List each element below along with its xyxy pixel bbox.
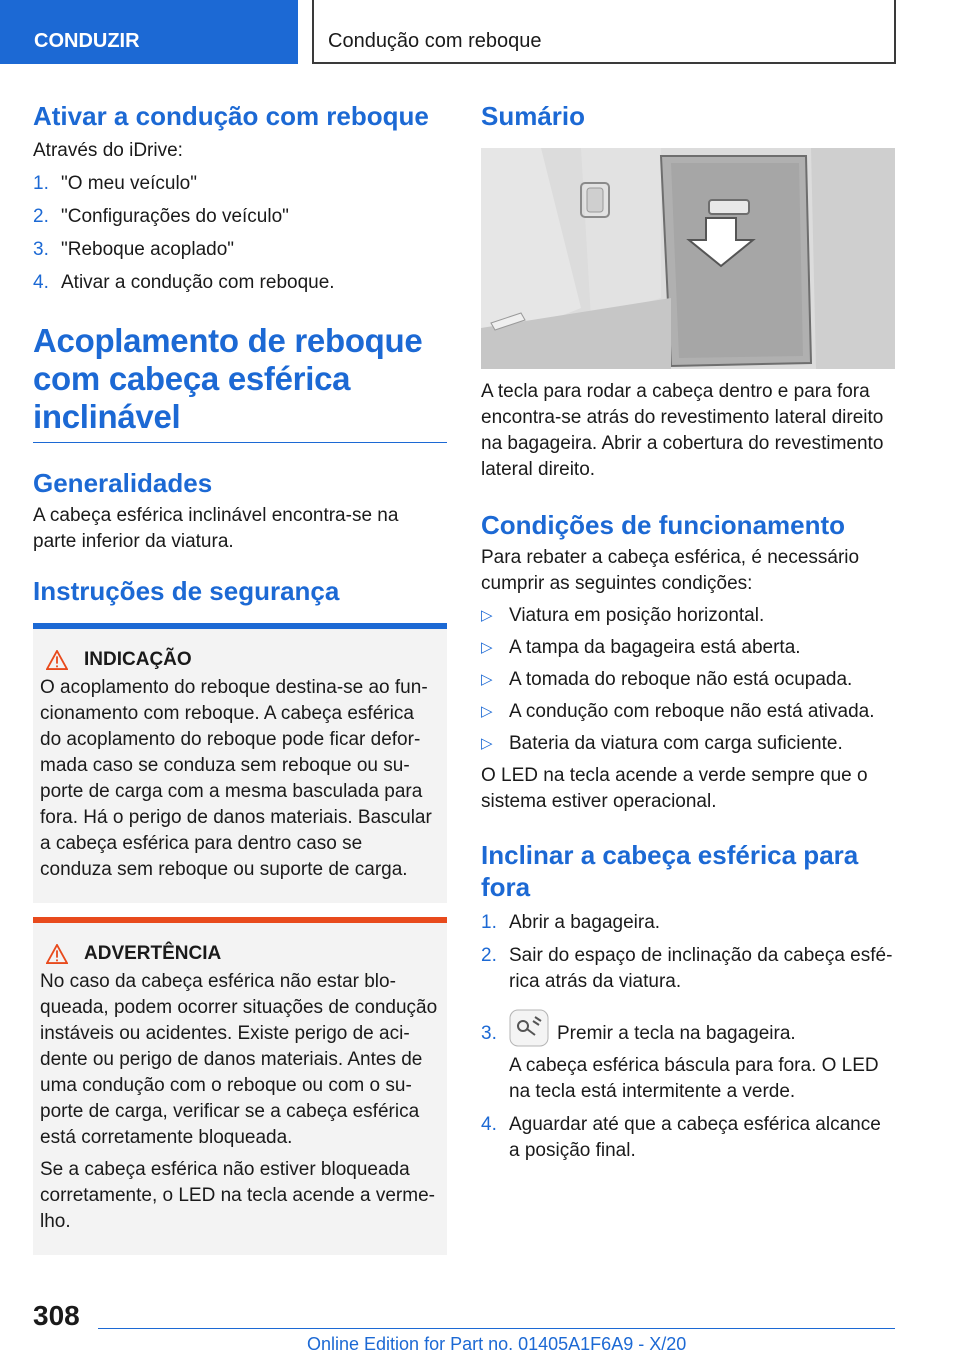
activate-heading: Ativar a condução com reboque — [33, 101, 429, 131]
edition-text: Online Edition for Part no. 01405A1F6A9 - X/20 — [307, 1334, 687, 1354]
list-text: Bateria da viatura com carga suficiente. — [509, 733, 843, 754]
list-text: Aguardar até que a cabeça esférica alcance a posição final. — [509, 1114, 881, 1161]
list-subtext: A cabeça esférica báscula para fora. O LED na tecla está intermitente a verde. — [509, 1055, 879, 1102]
list-number: 1. — [33, 173, 49, 194]
notice-bar — [33, 623, 447, 629]
list-number: 3. — [481, 1023, 497, 1044]
list-text: "Reboque acoplado" — [61, 239, 235, 260]
triangle-bullet-icon: ▷ — [481, 639, 493, 656]
warning-label: ADVERTÊNCIA — [84, 943, 222, 964]
list-item — [481, 731, 895, 757]
list-text: A tampa da bagageira está aberta. — [509, 637, 801, 658]
list-number: 3. — [33, 239, 49, 260]
right-column — [481, 100, 895, 1164]
list-item — [481, 943, 895, 995]
list-text: "Configurações do veículo" — [61, 206, 289, 227]
conditions-note: O LED na tecla acende a verde sempre que o sistema estiver operacional. — [481, 765, 868, 812]
list-text: Premir a tecla na bagageira. — [557, 1023, 796, 1044]
chapter-title: Condução com reboque — [312, 0, 896, 64]
warning-title — [40, 943, 439, 965]
list-item — [33, 171, 447, 197]
trunk-illustration — [481, 148, 895, 369]
warning-text: No caso da cabeça esférica não estar bloqueada, podem ocorrer situações de condução instáveis ou acidentes. Existe perigo de acidente ou perigo de danos materiais. Antes de uma condução com o reboque ou com o suporte de carga, verificar se a cabeça esférica está corretamente bloqueada. — [40, 971, 438, 1148]
general-text: A cabeça esférica inclinável encontra-se na parte inferior da viatura. — [33, 505, 399, 552]
conditions-intro: Para rebater a cabeça esférica, é necessário cumprir as seguintes condições: — [481, 547, 860, 594]
activate-steps-list — [33, 171, 447, 296]
notice-text: O acoplamento do reboque destina-se ao funcionamento com reboque. A cabeça esférica do acoplamento do reboque pode ficar deformada caso se conduza sem reboque ou suporte de carga com a mesma basculada para fora. Há o perigo de danos materiais. Bascular a cabeça esférica para dentro caso se conduza sem reboque ou suporte de carga. — [40, 677, 432, 880]
list-item — [481, 1112, 895, 1164]
main-heading: Acoplamento de reboque com cabeça esférica inclinável — [33, 322, 447, 443]
list-text: A tomada do reboque não está ocupada. — [509, 669, 853, 690]
list-text: Ativar a condução com reboque. — [61, 272, 335, 293]
conditions-list — [481, 603, 895, 757]
list-line — [509, 1009, 895, 1047]
notice-box — [33, 623, 447, 903]
list-number: 4. — [33, 272, 49, 293]
list-item — [481, 699, 895, 725]
list-item — [33, 237, 447, 263]
list-number: 2. — [33, 206, 49, 227]
list-text: A condução com reboque não está ativada. — [509, 701, 875, 722]
notice-title — [40, 649, 439, 671]
footer-divider — [98, 1328, 895, 1329]
tow-hitch-button-icon — [509, 1009, 549, 1047]
list-item — [481, 603, 895, 629]
list-number: 4. — [481, 1114, 497, 1135]
tilt-steps-list — [481, 910, 895, 1164]
triangle-bullet-icon: ▷ — [481, 607, 493, 624]
safety-heading: Instruções de segurança — [33, 576, 340, 606]
list-text: "O meu veículo" — [61, 173, 197, 194]
page-number: 308 — [33, 1300, 80, 1331]
list-text: Viatura em posição horizontal. — [509, 605, 765, 626]
triangle-bullet-icon: ▷ — [481, 703, 493, 720]
list-content — [509, 1009, 895, 1105]
list-item — [481, 1009, 895, 1105]
warning-triangle-icon — [46, 650, 68, 670]
summary-text: A tecla para rodar a cabeça dentro e para fora encontra-se atrás do revestimento lateral direito na bagageira. Abrir a cobertura do revestimento lateral direito. — [481, 381, 884, 480]
list-number: 1. — [481, 912, 497, 933]
warning-triangle-icon — [46, 944, 68, 964]
warning-box — [33, 917, 447, 1255]
list-item — [33, 270, 447, 296]
conditions-heading: Condições de funcionamento — [481, 510, 846, 540]
section-tab[interactable]: CONDUZIR — [0, 0, 298, 64]
list-item — [481, 635, 895, 661]
list-item — [33, 204, 447, 230]
list-number: 2. — [481, 945, 497, 966]
warning-bar — [33, 917, 447, 923]
warning-text-2: Se a cabeça esférica não estiver bloqueada corretamente, o LED na tecla acende a vermelho. — [40, 1159, 435, 1232]
general-heading: Generalidades — [33, 468, 213, 498]
triangle-bullet-icon: ▷ — [481, 671, 493, 688]
list-item — [481, 910, 895, 936]
left-column — [33, 100, 447, 1255]
list-item — [481, 667, 895, 693]
summary-heading: Sumário — [481, 101, 586, 131]
triangle-bullet-icon: ▷ — [481, 735, 493, 752]
list-text: Sair do espaço de inclinação da cabeça esférica atrás da viatura. — [509, 945, 893, 992]
activate-intro: Através do iDrive: — [33, 140, 183, 161]
trunk-drawing — [481, 148, 895, 369]
tilt-heading: Inclinar a cabeça esférica para fora — [481, 840, 859, 902]
list-text: Abrir a bagageira. — [509, 912, 661, 933]
notice-label: INDICAÇÃO — [84, 649, 192, 670]
